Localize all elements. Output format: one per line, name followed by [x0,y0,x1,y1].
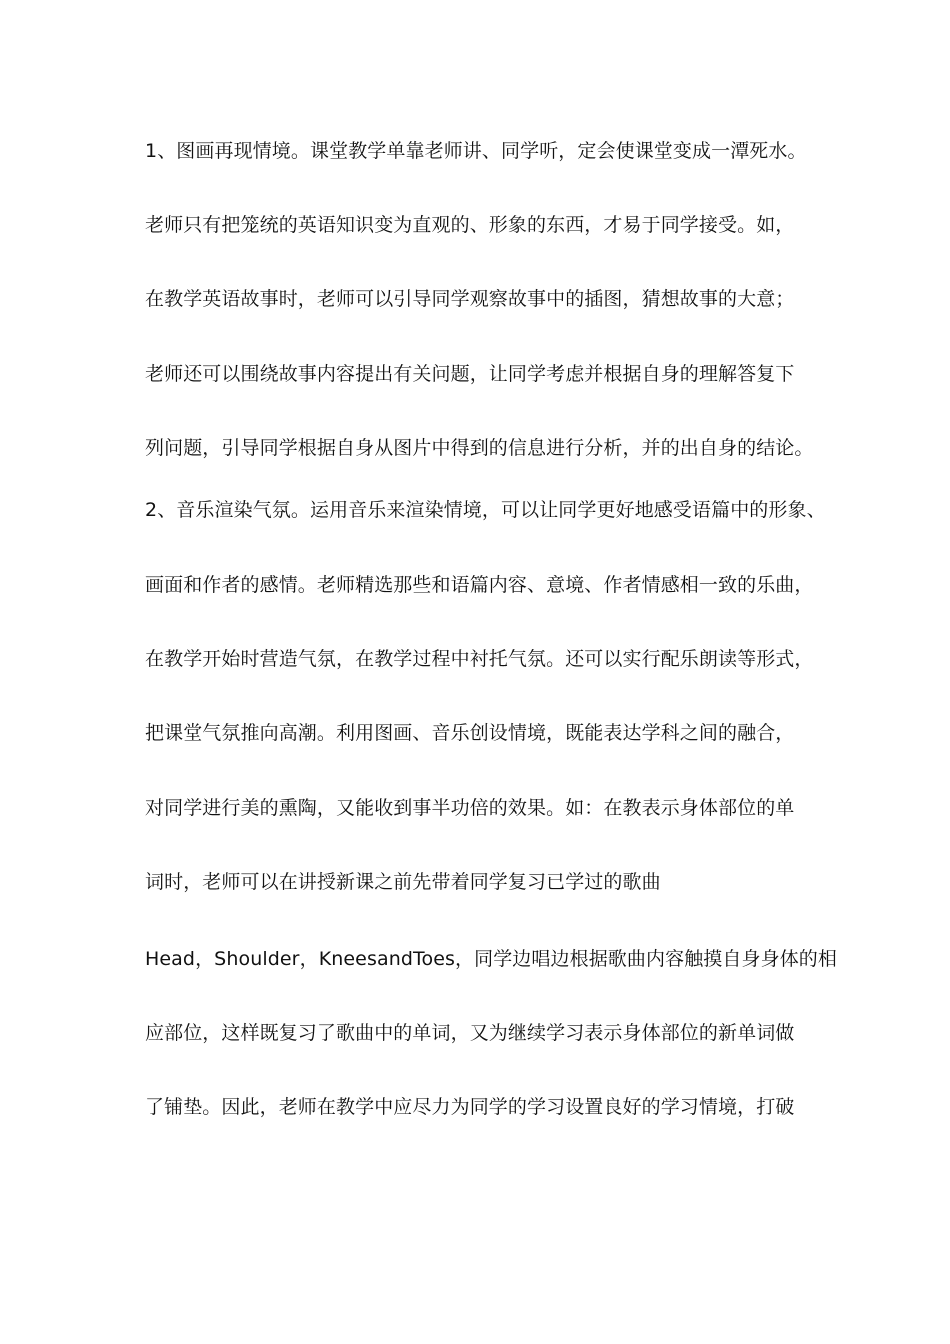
text-line: 应部位，这样既复习了歌曲中的单词，又为继续学习表示身体部位的新单词做 [145,1022,795,1044]
text-line: 老师只有把笼统的英语知识变为直观的、形象的东西，才易于同学接受。如， [145,214,795,236]
text-line: 词时，老师可以在讲授新课之前先带着同学复习已学过的歌曲 [145,871,661,893]
text-line: 画面和作者的感情。老师精选那些和语篇内容、意境、作者情感相一致的乐曲， [145,574,814,596]
text-line: 了铺垫。因此，老师在教学中应尽力为同学的学习设置良好的学习情境，打破 [145,1096,795,1118]
text-line: 在教学英语故事时，老师可以引导同学观察故事中的插图，猜想故事的大意； [145,288,795,310]
text-line: 把课堂气氛推向高潮。利用图画、音乐创设情境，既能表达学科之间的融合， [145,722,795,744]
text-line: 列问题，引导同学根据自身从图片中得到的信息进行分析，并的出自身的结论。 [145,437,814,459]
text-line: 1、图画再现情境。课堂教学单靠老师讲、同学听，定会使课堂变成一潭死水。 [145,140,807,162]
text-line: 老师还可以围绕故事内容提出有关问题，让同学考虑并根据自身的理解答复下 [145,363,795,385]
text-line: 2、音乐渲染气氛。运用音乐来渲染情境，可以让同学更好地感受语篇中的形象、 [145,499,826,521]
text-line: Head，Shoulder，KneesandToes，同学边唱边根据歌曲内容触摸自身身体的相 [145,948,838,970]
text-line: 对同学进行美的熏陶，又能收到事半功倍的效果。如：在教表示身体部位的单 [145,797,795,819]
text-line: 在教学开始时营造气氛，在教学过程中衬托气氛。还可以实行配乐朗读等形式， [145,648,814,670]
